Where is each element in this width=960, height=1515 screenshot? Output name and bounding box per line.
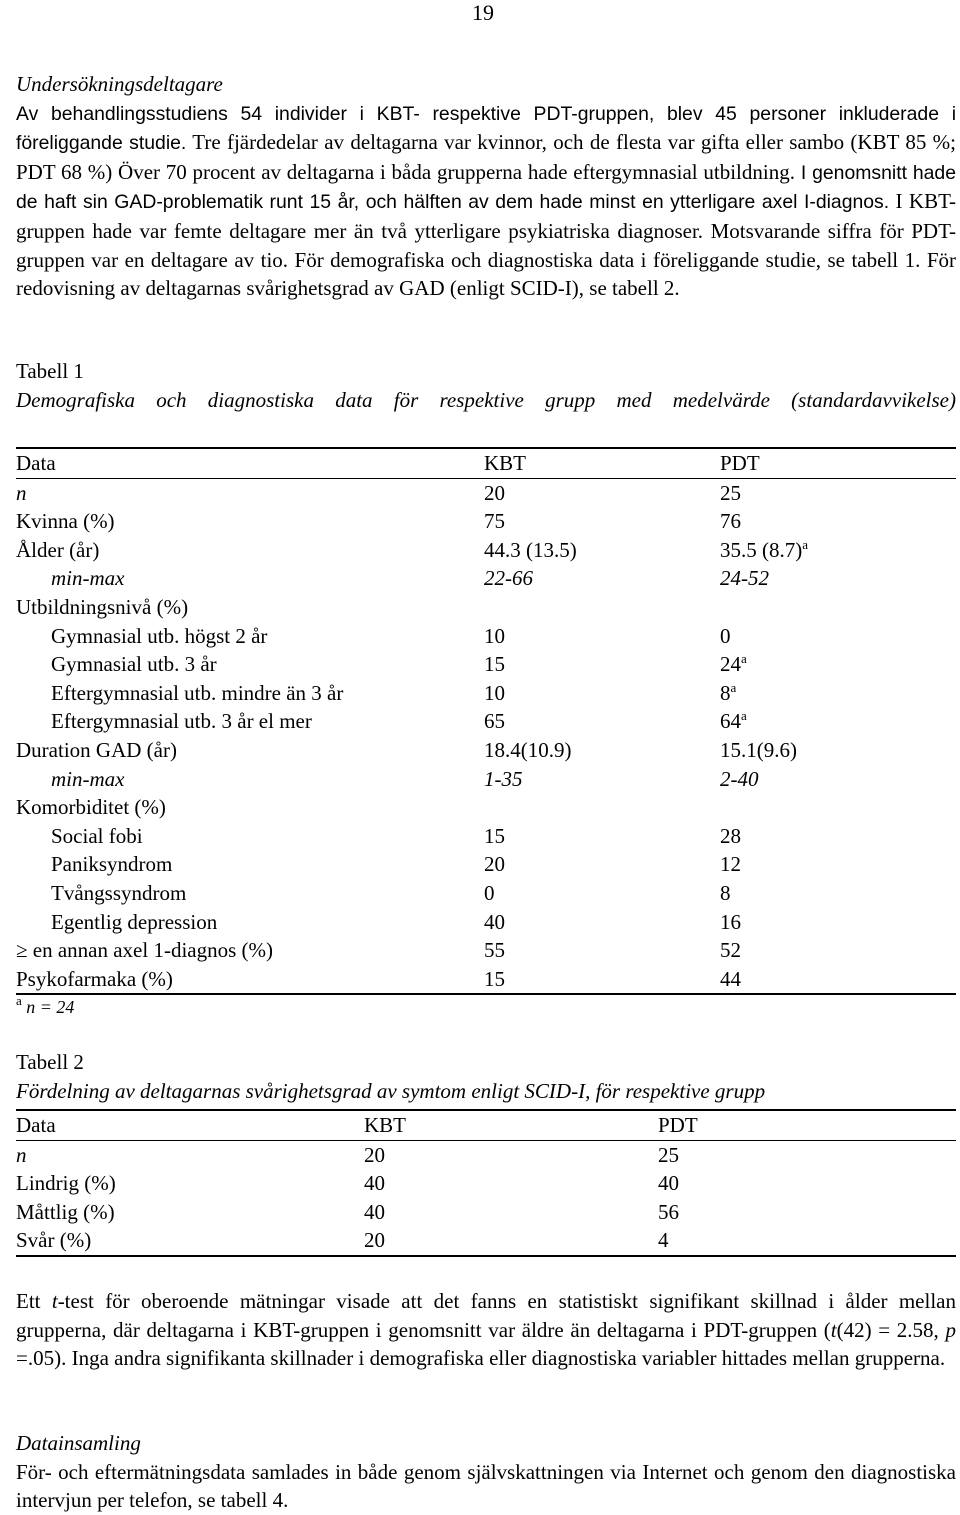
cell-pdt — [658, 1169, 956, 1198]
table-row — [16, 650, 956, 679]
cell-pdt — [720, 507, 956, 536]
ttest-p: p — [945, 1317, 956, 1342]
cell-kbt — [484, 765, 720, 794]
cell-kbt — [484, 736, 720, 765]
cell-kbt — [484, 679, 720, 708]
cell-pdt — [720, 965, 956, 995]
cell-value: 8 — [720, 680, 731, 705]
cell-value: 15 — [484, 966, 505, 991]
table-header-cell: KBT — [364, 1110, 658, 1140]
cell-value: 20 — [484, 480, 505, 505]
table-header-cell: PDT — [720, 448, 956, 478]
cell-pdt — [658, 1140, 956, 1169]
ttest-text-4: =.05). Inga andra signifikanta skillnader i demografiska eller diagnostiska variabler hittades mellan grupperna. — [16, 1346, 946, 1371]
table-row — [16, 478, 956, 507]
cell-value: 52 — [720, 938, 741, 963]
table2-caption — [16, 1048, 956, 1105]
cell-kbt — [364, 1198, 658, 1227]
cell-pdt — [720, 707, 956, 736]
cell-kbt — [484, 593, 720, 622]
table-header-cell: KBT — [484, 448, 720, 478]
table-row — [16, 593, 956, 622]
table-row — [16, 536, 956, 565]
cell-value: 0 — [720, 623, 731, 648]
cell-value: 40 — [364, 1199, 385, 1224]
paragraph-sans-part: Av behandlingsstudiens 54 individer i KBT- respektive PDT-gruppen, blev 45 personer inkluderade i föreliggande studie. — [16, 102, 956, 155]
cell-value: 28 — [720, 823, 741, 848]
cell-value: 0 — [484, 880, 495, 905]
table1-footnote — [16, 994, 74, 1020]
section-data-collection — [16, 1429, 956, 1515]
table-header-cell: PDT — [658, 1110, 956, 1140]
section-heading: Undersökningsdeltagare — [16, 72, 223, 96]
ttest-paragraph — [16, 1287, 956, 1373]
paragraph-2: För- och eftermätningsdata samlades in både genom självskattningen via Internet och genom den diagnostiska intervjun per telefon, se tabell 4. — [16, 1459, 956, 1513]
table2-label: Tabell 2 — [16, 1050, 84, 1074]
cell-pdt — [658, 1198, 956, 1227]
cell-value: 24 — [720, 652, 741, 677]
row-label: Egentlig depression — [51, 909, 218, 934]
cell-kbt — [484, 650, 720, 679]
row-label: Gymnasial utb. 3 år — [51, 652, 217, 677]
cell-value: 12 — [720, 852, 741, 877]
ttest-t: t — [51, 1289, 58, 1313]
cell-pdt — [720, 564, 956, 593]
ttest-t2: t — [830, 1317, 837, 1342]
cell-kbt — [364, 1169, 658, 1198]
cell-value: 56 — [658, 1199, 679, 1224]
cell-pdt — [720, 650, 956, 679]
cell-pdt — [720, 879, 956, 908]
row-label: Eftergymnasial utb. 3 år el mer — [51, 709, 312, 734]
cell-pdt — [720, 736, 956, 765]
cell-value: 15 — [484, 652, 505, 677]
cell-value: 10 — [484, 623, 505, 648]
cell-value: 64 — [720, 709, 741, 734]
table-row — [16, 564, 956, 593]
cell-value: 75 — [484, 509, 505, 534]
cell-value: 20 — [484, 852, 505, 877]
cell-pdt — [720, 765, 956, 794]
table-row — [16, 622, 956, 651]
cell-kbt — [364, 1226, 658, 1256]
paragraph-serif-part-2: I KBT-gruppen hade var femte deltagare mer än två ytterligare psykiatriska diagnoser. Motsvarande siffra för PDT-gruppen var en deltagare av tio. För demografiska och diagnostiska data i föreliggande studie, se tabell 1. För redovisning av deltagarnas svårighetsgrad av GAD (enligt SCID-I), se tabell 2. — [16, 189, 956, 301]
paragraph — [16, 99, 956, 303]
footnote-text: n = 24 — [21, 997, 75, 1017]
row-label: Lindrig (%) — [16, 1171, 116, 1196]
table-row — [16, 736, 956, 765]
table-row — [16, 793, 956, 822]
cell-value: 40 — [364, 1171, 385, 1196]
table-header-cell: Data — [16, 1110, 364, 1140]
cell-pdt — [720, 822, 956, 851]
cell-kbt — [484, 564, 720, 593]
cell-kbt — [484, 908, 720, 937]
row-label: n — [16, 1142, 27, 1167]
cell-kbt — [484, 536, 720, 565]
page-number: 19 — [472, 0, 494, 25]
ttest-text-2: -test för oberoende mätningar visade att det fanns en statistiskt signifikant skillnad i ålder mellan grupperna, där deltagarna i KBT-gruppen i genomsnitt var äldre än deltagarna i PDT-gruppen ( — [16, 1289, 956, 1342]
cell-pdt — [720, 536, 956, 565]
cell-kbt — [484, 622, 720, 651]
table-row — [16, 679, 956, 708]
table-row — [16, 765, 956, 794]
table-row — [16, 879, 956, 908]
footnote-marker: a — [730, 679, 737, 695]
cell-pdt — [720, 478, 956, 507]
cell-value: 18.4(10.9) — [484, 737, 572, 762]
table-header-row — [16, 1110, 956, 1140]
row-label: Svår (%) — [16, 1226, 364, 1256]
cell-value: 65 — [484, 709, 505, 734]
cell-pdt — [720, 622, 956, 651]
footnote-marker: a — [802, 536, 809, 552]
cell-value: 25 — [720, 480, 741, 505]
row-label: Psykofarmaka (%) — [16, 965, 484, 995]
cell-kbt — [484, 822, 720, 851]
paragraph-sans-part-2: I genomsnitt hade de haft sin GAD-problematik runt 15 år, och hälften av dem hade minst en ytterligare axel I-diagnos. — [16, 161, 956, 214]
cell-value: 4 — [658, 1228, 669, 1253]
table-row — [16, 936, 956, 965]
table1-caption — [16, 357, 956, 414]
cell-pdt — [720, 936, 956, 965]
row-label: ≥ en annan axel 1-diagnos (%) — [16, 938, 274, 963]
table1-label: Tabell 1 — [16, 359, 84, 383]
cell-value: 20 — [364, 1142, 385, 1167]
section-heading-2: Datainsamling — [16, 1431, 141, 1455]
ttest-text-3: (42) = 2.58, — [836, 1317, 946, 1342]
cell-kbt — [484, 507, 720, 536]
cell-value: 76 — [720, 509, 741, 534]
table-row — [16, 850, 956, 879]
cell-kbt — [484, 879, 720, 908]
cell-value: 55 — [484, 938, 505, 963]
paragraph-serif-part: Tre fjärdedelar av deltagarna var kvinnor, och de flesta var gifta eller sambo (KBT 85 %; PDT 68 %) Över 70 procent av deltagarna i båda grupperna hade eftergymnasial utbildning. — [16, 130, 956, 184]
cell-pdt — [720, 593, 956, 622]
section-participants — [16, 70, 956, 303]
table-row — [16, 965, 956, 995]
table-row — [16, 1140, 956, 1169]
table2 — [16, 1109, 956, 1257]
cell-value: 1-35 — [484, 766, 523, 791]
table-row — [16, 1169, 956, 1198]
cell-kbt — [484, 793, 720, 822]
cell-kbt — [484, 850, 720, 879]
row-label: Utbildningsnivå (%) — [16, 594, 189, 619]
row-label: Duration GAD (år) — [16, 737, 177, 762]
table-row — [16, 1198, 956, 1227]
cell-value: 15.1(9.6) — [720, 737, 797, 762]
cell-value: 10 — [484, 680, 505, 705]
row-label: Gymnasial utb. högst 2 år — [51, 623, 268, 648]
cell-kbt — [484, 707, 720, 736]
row-label: Komorbiditet (%) — [16, 795, 166, 820]
cell-pdt — [658, 1226, 956, 1256]
row-label: Social fobi — [51, 823, 143, 848]
cell-value: 20 — [364, 1228, 385, 1253]
row-label: Eftergymnasial utb. mindre än 3 år — [51, 680, 344, 705]
cell-pdt — [720, 679, 956, 708]
cell-pdt — [720, 850, 956, 879]
cell-pdt — [720, 908, 956, 937]
footnote-marker: a — [741, 708, 747, 724]
cell-value: 40 — [484, 909, 505, 934]
table-row — [16, 1226, 956, 1256]
row-label: min-max — [51, 766, 125, 791]
table1 — [16, 447, 956, 995]
cell-value: 25 — [658, 1142, 679, 1167]
table1-title: Demografiska och diagnostiska data för respektive grupp med medelvärde (standardavvikelse) — [16, 387, 956, 412]
cell-value: 35.5 (8.7) — [720, 537, 803, 562]
cell-value: 44 — [720, 966, 741, 991]
cell-value: 8 — [720, 880, 731, 905]
row-label: Måttlig (%) — [16, 1199, 115, 1224]
cell-pdt — [720, 793, 956, 822]
cell-value: 40 — [658, 1171, 679, 1196]
footnote-marker: a — [16, 993, 22, 1008]
table-header-row — [16, 448, 956, 478]
cell-value: 24-52 — [720, 566, 769, 591]
table-row — [16, 822, 956, 851]
table-row — [16, 507, 956, 536]
cell-value: 22-66 — [484, 566, 533, 591]
table-header-cell: Data — [16, 448, 484, 478]
ttest-text-1: Ett — [16, 1289, 52, 1313]
table2-title: Fördelning av deltagarnas svårighetsgrad av symtom enligt SCID-I, för respektive grupp — [16, 1078, 766, 1103]
cell-kbt — [484, 965, 720, 995]
cell-value: 2-40 — [720, 766, 759, 791]
row-label: Kvinna (%) — [16, 509, 115, 534]
table-row — [16, 707, 956, 736]
cell-kbt — [484, 478, 720, 507]
row-label: n — [16, 480, 27, 505]
footnote-marker: a — [741, 651, 747, 667]
row-label: min-max — [51, 566, 125, 591]
cell-value: 16 — [720, 909, 741, 934]
cell-kbt — [484, 936, 720, 965]
cell-value: 15 — [484, 823, 505, 848]
cell-value: 44.3 (13.5) — [484, 537, 577, 562]
table-row — [16, 908, 956, 937]
row-label: Paniksyndrom — [51, 852, 173, 877]
cell-kbt — [364, 1140, 658, 1169]
row-label: Tvångssyndrom — [51, 880, 187, 905]
row-label: Ålder (år) — [16, 537, 100, 562]
